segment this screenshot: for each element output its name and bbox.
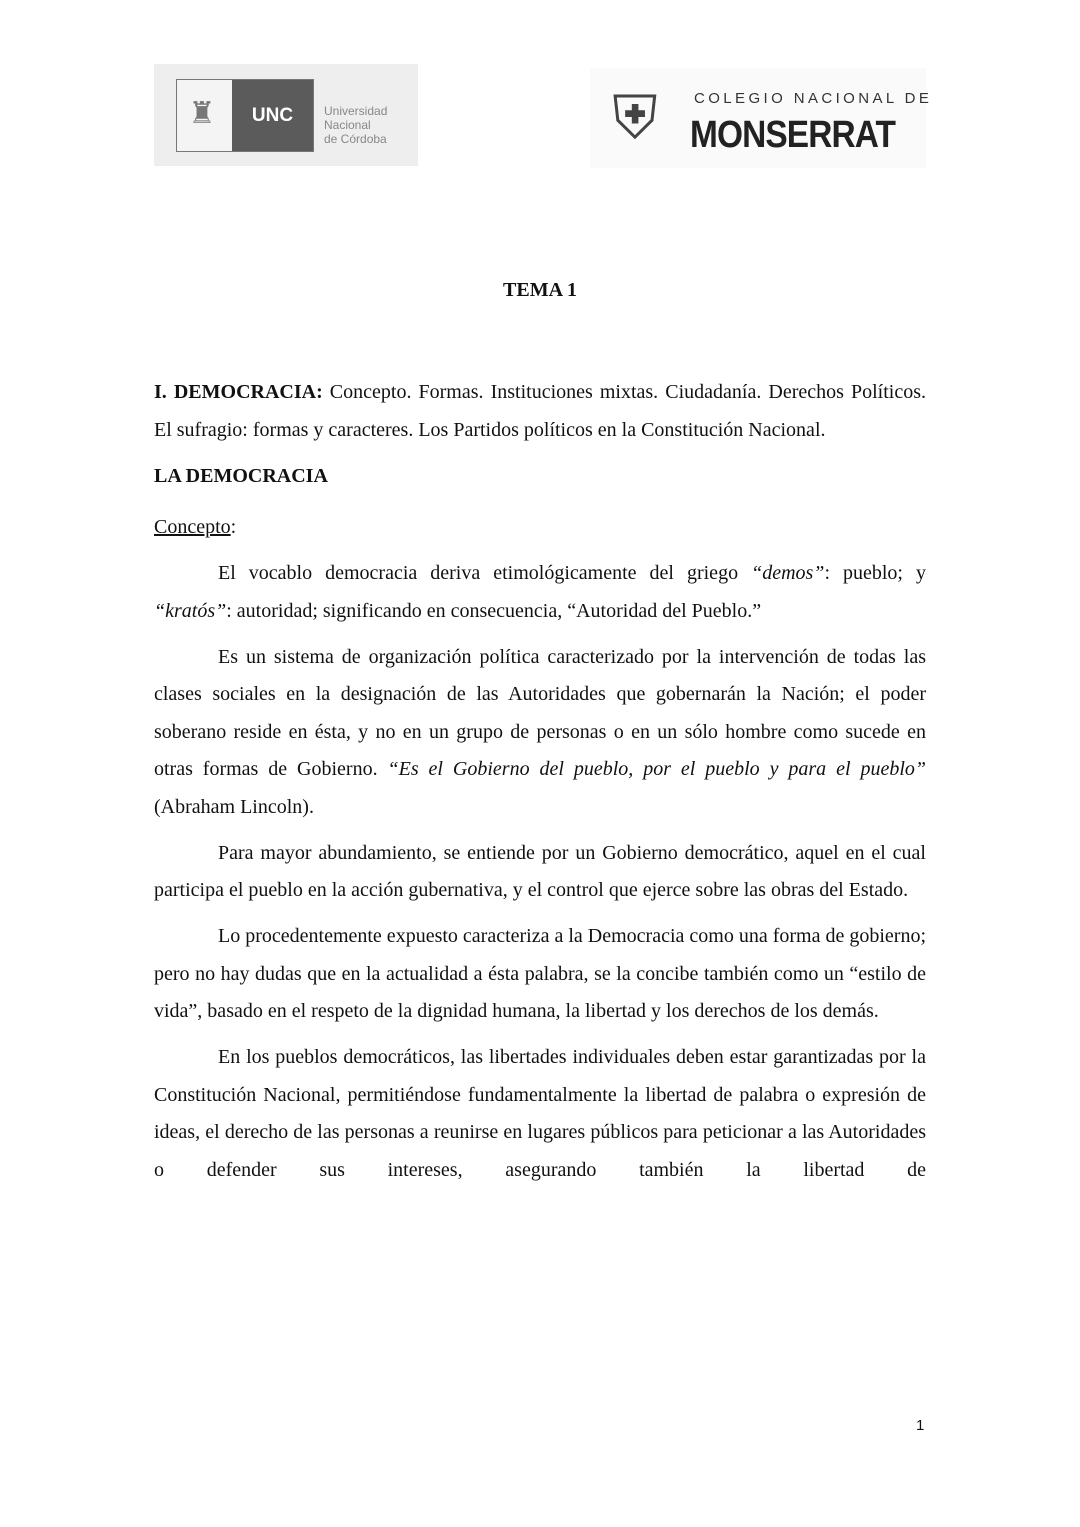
paragraph-2 bbox=[154, 639, 926, 827]
paragraph-3: Para mayor abundamiento, se entiende por un Gobierno democrático, aquel en el cual participa el pueblo en la acción gubernativa, y el control que ejerce sobre las obras del Estado. bbox=[154, 841, 926, 901]
italic-term: “kratós” bbox=[154, 599, 227, 622]
subheading-colon: : bbox=[230, 516, 237, 538]
document-body bbox=[154, 374, 926, 1198]
intro-bold: I. DEMOCRACIA: bbox=[154, 381, 323, 403]
unc-name-line: de Córdoba bbox=[324, 132, 387, 146]
text: Es un sistema de organización política caracterizado por la intervención de todas las clases sociales en la designación de las Autoridades que gobernarán la Nación; el poder soberano reside en ésta, y no en un grupo de personas o en un sólo hombre como sucede en otras formas de Gobierno. bbox=[154, 645, 926, 780]
text: El vocablo democracia deriva etimológicamente del griego bbox=[218, 562, 752, 584]
intro-paragraph bbox=[154, 374, 926, 449]
text: : autoridad; significando en consecuencia, “Autoridad del Pueblo.” bbox=[226, 599, 762, 622]
monserrat-logo-top: COLEGIO NACIONAL DE bbox=[694, 90, 933, 107]
monserrat-logo bbox=[590, 68, 933, 168]
italic-quote: “Es el Gobierno del pueblo, por el pueblo y para el pueblo” bbox=[387, 758, 927, 780]
intro-text: Concepto. Formas. Instituciones mixtas. Ciudadanía. Derechos Políticos. El sufragio: formas y caracteres. Los Partidos políticos en la Constitución Nacional. bbox=[154, 381, 926, 441]
text: : pueblo; y bbox=[824, 562, 926, 584]
paragraph-4: Lo procedentemente expuesto caracteriza a la Democracia como una forma de gobierno; pero no hay dudas que en la actualidad a ésta palabra, se la concibe también como un “estilo de vida”, basado en el respeto de la dignidad humana, la libertad y los derechos de los demás. bbox=[154, 925, 926, 1022]
paragraph-5: En los pueblos democráticos, las libertades individuales deben estar garantizadas por la Constitución Nacional, permitiéndose fundamentalmente la libertad de palabra o expresión de ideas, el derecho de las personas a reunirse en lugares públicos para peticionar a las Autoridades o defender sus intereses, asegurando también la libertad de bbox=[154, 1046, 926, 1181]
paragraph-1 bbox=[154, 555, 926, 630]
unc-name-line: Nacional bbox=[324, 118, 371, 132]
subheading-text: Concepto bbox=[154, 516, 231, 538]
document-title: TEMA 1 bbox=[503, 279, 577, 301]
unc-name bbox=[324, 104, 387, 146]
unc-abbr: UNC bbox=[232, 80, 313, 151]
section-heading: LA DEMOCRACIA bbox=[154, 464, 328, 487]
unc-name-line: Universidad bbox=[324, 104, 388, 118]
subheading bbox=[154, 509, 926, 547]
coat-of-arms-icon: ⛨ bbox=[612, 85, 658, 151]
monserrat-logo-main: MONSERRAT bbox=[690, 114, 896, 156]
text: (Abraham Lincoln). bbox=[154, 795, 314, 818]
page-number: 1 bbox=[916, 1417, 925, 1434]
italic-term: “demos” bbox=[751, 562, 825, 584]
unc-crest-icon: ♜ bbox=[188, 97, 216, 130]
unc-logo-box bbox=[176, 79, 314, 152]
unc-logo bbox=[154, 64, 418, 166]
